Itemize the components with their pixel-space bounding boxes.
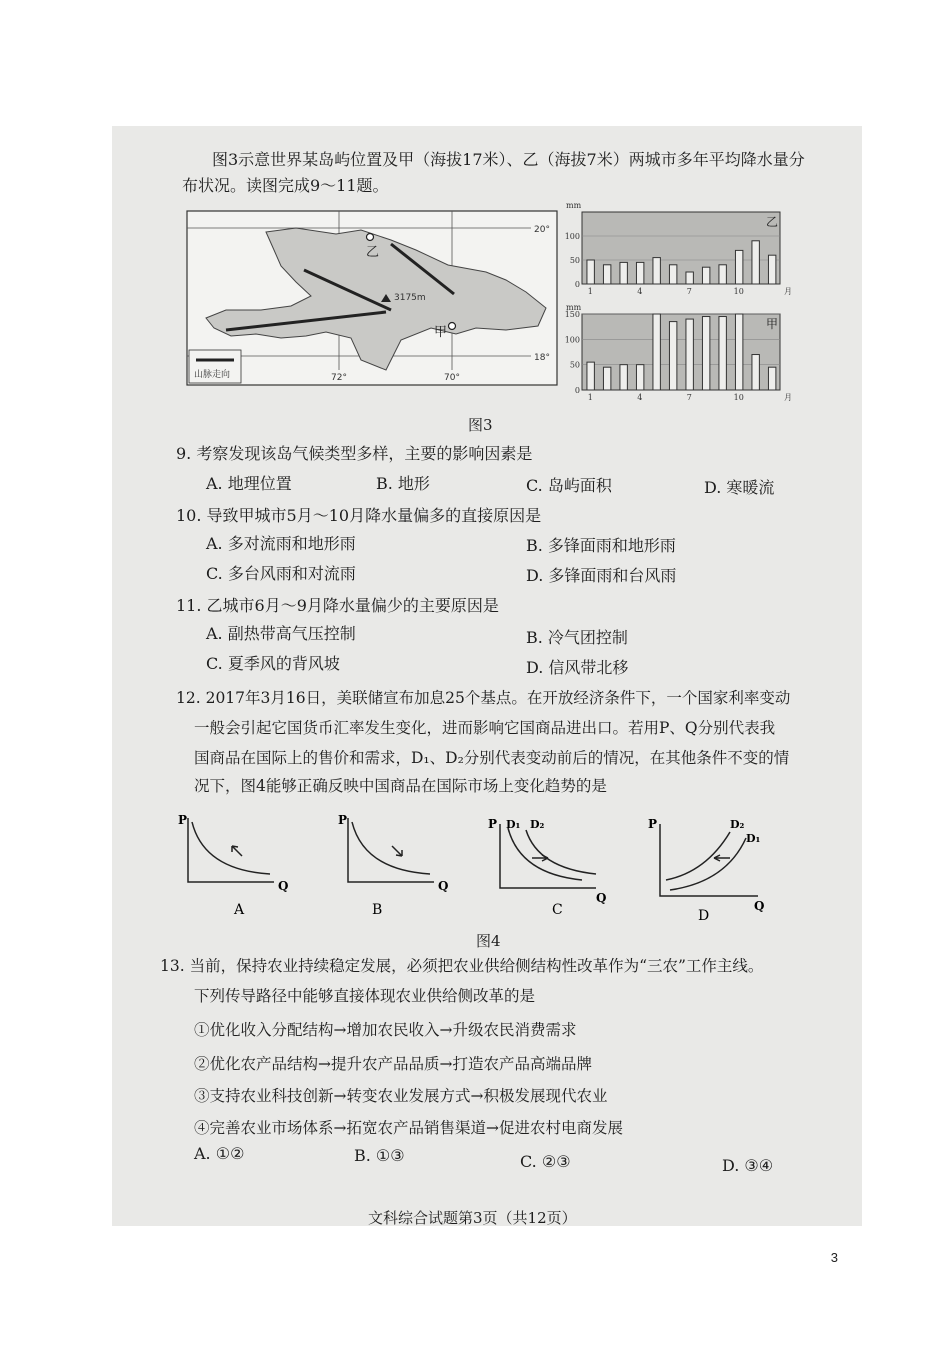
axis-q-c: Q (596, 891, 607, 905)
bar-jia-11 (752, 355, 759, 390)
chart-title: 甲 (766, 317, 779, 331)
exam-photo (112, 126, 862, 1226)
city-yi-marker (367, 234, 374, 241)
q10-option-b: B. 多锋面雨和地形雨 (526, 536, 676, 555)
fig4-graph-a (174, 810, 294, 920)
q9-stem: 9. 考察发现该岛气候类型多样，主要的影响因素是 (176, 444, 533, 463)
bar-jia-12 (768, 367, 775, 390)
bar-jia-7 (686, 319, 693, 390)
bar-yi-6 (669, 265, 676, 284)
axis-q-b: Q (438, 879, 449, 893)
city-yi-label: 乙 (366, 245, 380, 260)
page-number: 3 (830, 1250, 838, 1265)
q11-option-d: D. 信风带北移 (526, 658, 629, 677)
x-tick-label: 4 (637, 393, 643, 402)
label-d: D (698, 908, 710, 924)
bar-jia-9 (719, 317, 726, 390)
q9-option-a: A. 地理位置 (206, 474, 292, 493)
label-b: B (372, 902, 383, 918)
bar-jia-5 (653, 314, 660, 390)
plot-area (582, 212, 780, 284)
page-footer: 文科综合试题第3页（共12页） (368, 1209, 577, 1226)
q13-option-c: C. ②③ (520, 1152, 571, 1171)
intro-line-1: 图3示意世界某岛屿位置及甲（海拔17米）、乙（海拔7米）两城市多年平均降水量分 (212, 150, 805, 169)
x-tick-label: 10 (733, 393, 744, 402)
curve-c-d1 (508, 828, 582, 880)
y-unit-label: mm (566, 201, 582, 210)
bar-yi-1 (587, 260, 594, 284)
q12-line-4: 况下，图4能够正确反映中国商品在国际市场上变化趋势的是 (194, 777, 607, 795)
x-unit-label: 月 (784, 287, 792, 296)
arrow-b (392, 846, 402, 856)
fig4-graph-b (334, 810, 454, 920)
label-d-d1: D₁ (746, 832, 761, 845)
bar-yi-2 (603, 265, 610, 284)
x-tick-label: 1 (587, 393, 593, 402)
bar-yi-8 (702, 267, 709, 284)
axis-q-a: Q (278, 879, 289, 893)
q11-option-a: A. 副热带高气压控制 (206, 624, 356, 643)
q13-line-1: 13. 当前，保持农业持续稳定发展，必须把农业供给侧结构性改革作为“三农”工作主线。 (160, 957, 764, 975)
precip-chart-jia (564, 300, 794, 404)
bar-jia-1 (587, 362, 594, 390)
bar-yi-3 (620, 262, 627, 284)
y-tick-label: 150 (564, 310, 580, 319)
q9-option-d: D. 寒暖流 (704, 478, 775, 497)
curve-d-d1 (670, 838, 746, 890)
q11-option-b: B. 冷气团控制 (526, 628, 628, 647)
bar-jia-8 (702, 317, 709, 390)
q13-option-b: B. ①③ (354, 1146, 405, 1165)
axis-p-d: P (648, 817, 658, 831)
y-tick-label: 0 (574, 280, 580, 289)
q11-option-c: C. 夏季风的背风坡 (206, 654, 340, 673)
label-c: C (552, 902, 563, 918)
bar-jia-4 (636, 365, 643, 390)
q10-option-d: D. 多锋面雨和台风雨 (526, 566, 677, 585)
x-tick-label: 1 (587, 287, 593, 296)
q12-line-1: 12. 2017年3月16日，美联储宣布加息25个基点。在开放经济条件下，一个国家利率变动 (176, 689, 791, 707)
curve-b (352, 822, 430, 874)
bar-jia-2 (603, 367, 610, 390)
x-unit-label: 月 (784, 393, 792, 402)
plot-area (582, 314, 780, 390)
y-tick-label: 100 (564, 232, 580, 241)
fig4-graph-d (646, 816, 776, 926)
q10-option-a: A. 多对流雨和地形雨 (206, 534, 356, 553)
q12-line-2: 一般会引起它国货币汇率发生变化，进而影响它国商品进出口。若用P、Q分别代表我 (194, 719, 776, 737)
label-c-d1: D₁ (506, 818, 521, 831)
fig4-graph-c (486, 816, 616, 926)
peak-label: 3175m (394, 293, 426, 303)
legend-label: 山脉走向 (194, 370, 231, 380)
bar-jia-6 (669, 322, 676, 390)
arrow-d (714, 855, 730, 861)
q11-stem: 11. 乙城市6月～9月降水量偏少的主要原因是 (176, 596, 499, 615)
bar-yi-10 (735, 250, 742, 284)
bar-yi-4 (636, 262, 643, 284)
axis-q-d: Q (754, 899, 765, 913)
x-tick-label: 4 (637, 287, 643, 296)
y-tick-label: 50 (569, 360, 580, 370)
q13-item-2: ②优化农产品结构→提升农产品品质→打造农产品高端品牌 (194, 1055, 592, 1073)
bar-jia-10 (735, 314, 742, 390)
q13-item-3: ③支持农业科技创新→转变农业发展方式→积极发展现代农业 (194, 1087, 608, 1105)
lon-right-label: 70° (444, 373, 460, 383)
lat-top-label: 20° (534, 225, 550, 235)
intro-line-2: 布状况。读图完成9～11题。 (182, 176, 389, 195)
q9-option-c: C. 岛屿面积 (526, 476, 612, 495)
q13-item-4: ④完善农业市场体系→拓宽农产品销售渠道→促进农村电商发展 (194, 1119, 623, 1137)
fig3-caption: 图3 (468, 416, 493, 434)
q13-option-a: A. ①② (194, 1144, 245, 1163)
q13-item-1: ①优化收入分配结构→增加农民收入→升级农民消费需求 (194, 1021, 577, 1039)
city-jia-marker (449, 323, 456, 330)
bar-yi-9 (719, 265, 726, 284)
bar-yi-5 (653, 258, 660, 284)
fig4-caption: 图4 (476, 932, 501, 950)
label-a: A (234, 902, 245, 918)
q13-line-2: 下列传导路径中能够直接体现农业供给侧改革的是 (194, 987, 536, 1005)
y-tick-label: 50 (569, 256, 580, 265)
city-jia-label: 甲 (434, 325, 448, 340)
q13-option-d: D. ③④ (722, 1156, 774, 1175)
q12-line-3: 国商品在国际上的售价和需求，D₁、D₂分别代表变动前后的情况，在其他条件不变的情 (194, 749, 790, 767)
axis-p-a: P (178, 813, 188, 827)
chart-title: 乙 (766, 215, 779, 229)
q10-option-c: C. 多台风雨和对流雨 (206, 564, 356, 583)
bar-yi-12 (768, 255, 775, 284)
lon-left-label: 72° (331, 373, 347, 383)
axis-p-b: P (338, 813, 348, 827)
x-tick-label: 7 (686, 287, 692, 296)
lat-bottom-label: 18° (534, 353, 550, 363)
label-d-d2: D₂ (730, 818, 745, 831)
y-tick-label: 0 (574, 386, 580, 395)
arrow-c (532, 855, 548, 861)
q10-stem: 10. 导致甲城市5月～10月降水量偏多的直接原因是 (176, 506, 542, 525)
x-tick-label: 7 (686, 393, 692, 402)
axis-p-c: P (488, 817, 498, 831)
x-tick-label: 10 (733, 287, 744, 296)
y-tick-label: 100 (564, 335, 580, 345)
curve-a (192, 822, 270, 874)
arrow-a (232, 846, 242, 856)
precip-chart-yi (564, 198, 794, 298)
bar-jia-3 (620, 365, 627, 390)
bar-yi-11 (752, 241, 759, 284)
island-map (186, 210, 558, 386)
bar-yi-7 (686, 272, 693, 284)
label-c-d2: D₂ (530, 818, 545, 831)
curve-d-d2 (666, 832, 730, 880)
y-unit-label: mm (566, 303, 582, 312)
q9-option-b: B. 地形 (376, 474, 430, 493)
